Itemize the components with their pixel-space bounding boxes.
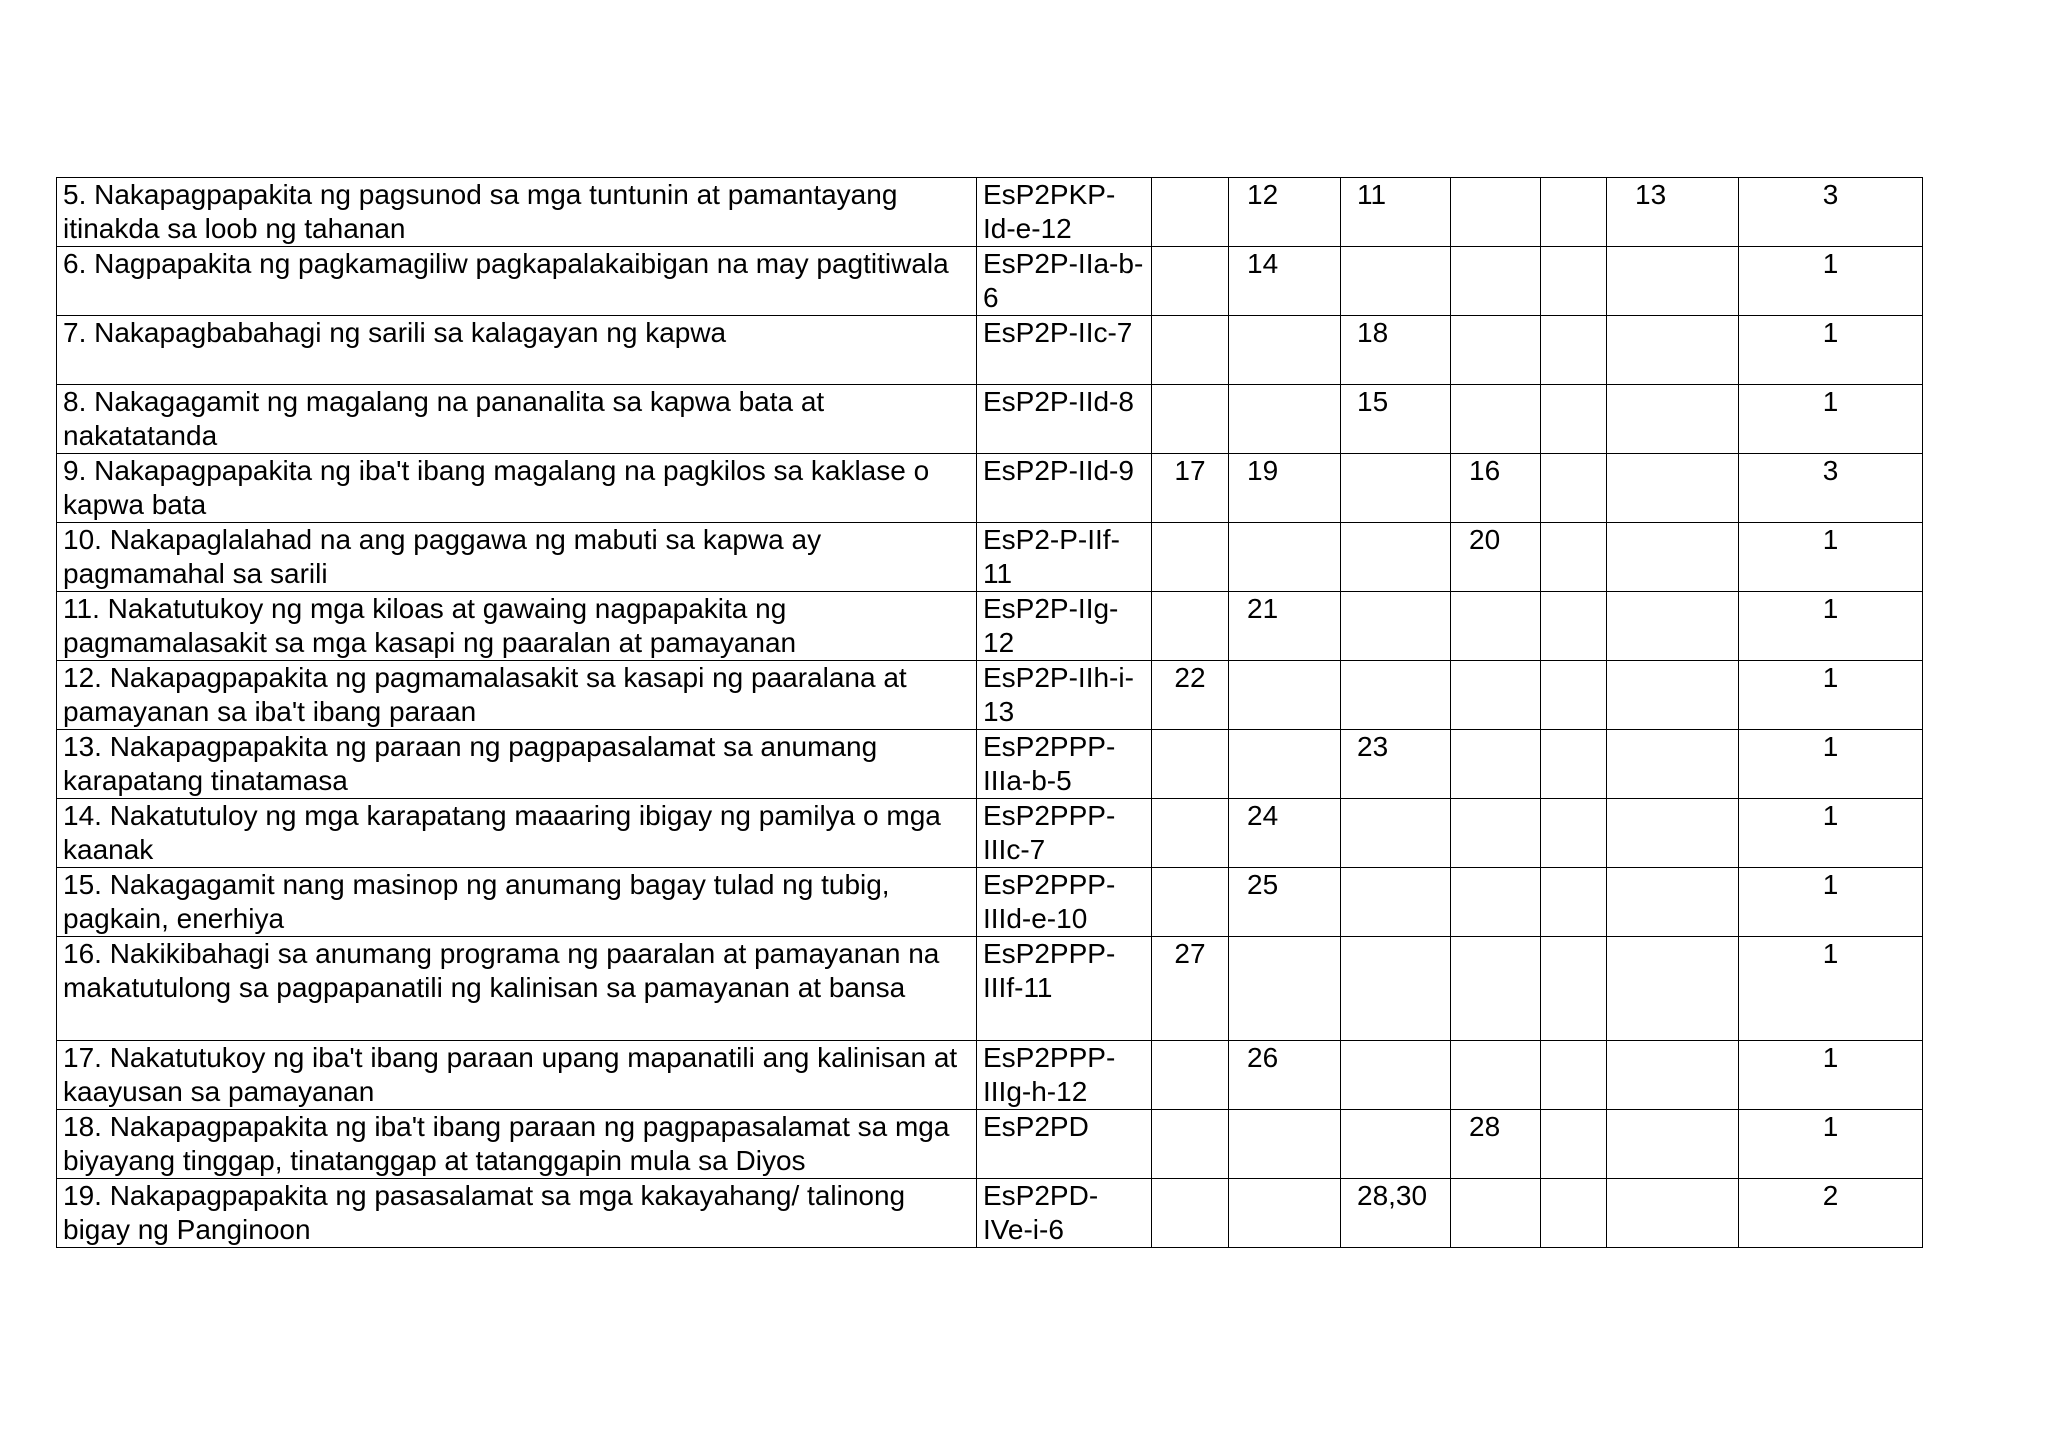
- competency-cell: 16. Nakikibahagi sa anumang programa ng paaralan at pamayanan na makatutulong sa pagpapanatili ng kalinisan sa pamayanan at bansa: [57, 937, 977, 1041]
- code-cell: EsP2PPP-IIIa-b-5: [977, 730, 1152, 799]
- total-cell: 1: [1739, 385, 1923, 454]
- item-cell: [1229, 730, 1341, 799]
- item-cell: [1541, 799, 1607, 868]
- item-cell: [1152, 868, 1229, 937]
- code-cell: EsP2P-IId-9: [977, 454, 1152, 523]
- code-cell: EsP2P-IIh-i-13: [977, 661, 1152, 730]
- item-cell: 23: [1341, 730, 1451, 799]
- code-cell: EsP2P-IIc-7: [977, 316, 1152, 385]
- competency-cell: 13. Nakapagpapakita ng paraan ng pagpapasalamat sa anumang karapatang tinatamasa: [57, 730, 977, 799]
- item-cell: [1607, 247, 1739, 316]
- item-cell: [1607, 1110, 1739, 1179]
- item-cell: [1341, 247, 1451, 316]
- item-cell: [1607, 454, 1739, 523]
- competency-table: [56, 177, 1923, 1248]
- item-cell: [1451, 592, 1541, 661]
- item-cell: 19: [1229, 454, 1341, 523]
- item-cell: [1341, 868, 1451, 937]
- table-row: [57, 247, 1923, 316]
- item-cell: [1451, 247, 1541, 316]
- total-cell: 1: [1739, 661, 1923, 730]
- item-cell: [1451, 730, 1541, 799]
- item-cell: [1541, 523, 1607, 592]
- item-cell: [1152, 799, 1229, 868]
- competency-cell: 8. Nakagagamit ng magalang na pananalita sa kapwa bata at nakatatanda: [57, 385, 977, 454]
- item-cell: [1607, 385, 1739, 454]
- item-cell: [1541, 592, 1607, 661]
- code-cell: EsP2PPP-IIId-e-10: [977, 868, 1152, 937]
- competency-cell: 9. Nakapagpapakita ng iba't ibang magalang na pagkilos sa kaklase o kapwa bata: [57, 454, 977, 523]
- item-cell: [1341, 1110, 1451, 1179]
- item-cell: [1607, 799, 1739, 868]
- competency-cell: 15. Nakagagamit nang masinop ng anumang bagay tulad ng tubig, pagkain, enerhiya: [57, 868, 977, 937]
- total-cell: 3: [1739, 454, 1923, 523]
- total-cell: 1: [1739, 247, 1923, 316]
- item-cell: 25: [1229, 868, 1341, 937]
- competency-cell: 7. Nakapagbabahagi ng sarili sa kalagayan ng kapwa: [57, 316, 977, 385]
- item-cell: [1541, 178, 1607, 247]
- item-cell: [1229, 1110, 1341, 1179]
- item-cell: 14: [1229, 247, 1341, 316]
- item-cell: [1229, 661, 1341, 730]
- total-cell: 1: [1739, 1041, 1923, 1110]
- item-cell: 12: [1229, 178, 1341, 247]
- competency-cell: 18. Nakapagpapakita ng iba't ibang paraan ng pagpapasalamat sa mga biyayang tinggap, tinatanggap at tatanggapin mula sa Diyos: [57, 1110, 977, 1179]
- item-cell: [1341, 799, 1451, 868]
- item-cell: [1451, 178, 1541, 247]
- table-row: [57, 1110, 1923, 1179]
- table-row: [57, 730, 1923, 799]
- item-cell: [1229, 937, 1341, 1041]
- item-cell: [1451, 868, 1541, 937]
- item-cell: [1607, 730, 1739, 799]
- item-cell: [1451, 316, 1541, 385]
- total-cell: 1: [1739, 592, 1923, 661]
- item-cell: 18: [1341, 316, 1451, 385]
- code-cell: EsP2P-IIa-b-6: [977, 247, 1152, 316]
- item-cell: [1341, 1041, 1451, 1110]
- item-cell: 28,30: [1341, 1179, 1451, 1248]
- item-cell: [1607, 592, 1739, 661]
- item-cell: 28: [1451, 1110, 1541, 1179]
- item-cell: [1152, 1179, 1229, 1248]
- item-cell: [1607, 523, 1739, 592]
- code-cell: EsP2PD-IVe-i-6: [977, 1179, 1152, 1248]
- item-cell: [1152, 592, 1229, 661]
- total-cell: 2: [1739, 1179, 1923, 1248]
- item-cell: [1229, 316, 1341, 385]
- table-row: [57, 523, 1923, 592]
- table-row: [57, 868, 1923, 937]
- item-cell: [1607, 868, 1739, 937]
- code-cell: EsP2PPP-IIIf-11: [977, 937, 1152, 1041]
- item-cell: [1152, 730, 1229, 799]
- code-cell: EsP2P-IId-8: [977, 385, 1152, 454]
- table-row: [57, 1041, 1923, 1110]
- item-cell: 16: [1451, 454, 1541, 523]
- item-cell: 22: [1152, 661, 1229, 730]
- item-cell: [1541, 1179, 1607, 1248]
- item-cell: 20: [1451, 523, 1541, 592]
- table-row: [57, 592, 1923, 661]
- item-cell: [1541, 661, 1607, 730]
- item-cell: [1607, 661, 1739, 730]
- item-cell: [1541, 1041, 1607, 1110]
- item-cell: [1152, 523, 1229, 592]
- item-cell: 15: [1341, 385, 1451, 454]
- item-cell: [1152, 247, 1229, 316]
- item-cell: [1229, 1179, 1341, 1248]
- item-cell: [1541, 730, 1607, 799]
- item-cell: 24: [1229, 799, 1341, 868]
- table-row: [57, 799, 1923, 868]
- total-cell: 1: [1739, 523, 1923, 592]
- item-cell: [1152, 385, 1229, 454]
- table-row: [57, 178, 1923, 247]
- item-cell: [1341, 937, 1451, 1041]
- item-cell: [1152, 316, 1229, 385]
- competency-cell: 12. Nakapagpapakita ng pagmamalasakit sa kasapi ng paaralana at pamayanan sa iba't ibang paraan: [57, 661, 977, 730]
- competency-cell: 5. Nakapagpapakita ng pagsunod sa mga tuntunin at pamantayang itinakda sa loob ng tahanan: [57, 178, 977, 247]
- item-cell: [1451, 1041, 1541, 1110]
- item-cell: [1341, 592, 1451, 661]
- code-cell: EsP2PKP-Id-e-12: [977, 178, 1152, 247]
- item-cell: 17: [1152, 454, 1229, 523]
- competency-cell: 14. Nakatutuloy ng mga karapatang maaaring ibigay ng pamilya o mga kaanak: [57, 799, 977, 868]
- item-cell: [1451, 385, 1541, 454]
- item-cell: [1341, 523, 1451, 592]
- item-cell: [1152, 1110, 1229, 1179]
- total-cell: 1: [1739, 316, 1923, 385]
- total-cell: 1: [1739, 1110, 1923, 1179]
- competency-cell: 11. Nakatutukoy ng mga kiloas at gawaing nagpapakita ng pagmamalasakit sa mga kasapi ng paaralan at pamayanan: [57, 592, 977, 661]
- item-cell: [1607, 1179, 1739, 1248]
- item-cell: [1541, 1110, 1607, 1179]
- item-cell: [1451, 1179, 1541, 1248]
- item-cell: [1541, 247, 1607, 316]
- total-cell: 1: [1739, 868, 1923, 937]
- table-row: [57, 385, 1923, 454]
- code-cell: EsP2P-IIg-12: [977, 592, 1152, 661]
- item-cell: [1607, 937, 1739, 1041]
- total-cell: 1: [1739, 730, 1923, 799]
- item-cell: [1451, 937, 1541, 1041]
- total-cell: 3: [1739, 178, 1923, 247]
- table-row: [57, 1179, 1923, 1248]
- item-cell: [1341, 454, 1451, 523]
- item-cell: [1229, 523, 1341, 592]
- competency-cell: 17. Nakatutukoy ng iba't ibang paraan upang mapanatili ang kalinisan at kaayusan sa pamayanan: [57, 1041, 977, 1110]
- table-row: [57, 454, 1923, 523]
- item-cell: 27: [1152, 937, 1229, 1041]
- competency-cell: 10. Nakapaglalahad na ang paggawa ng mabuti sa kapwa ay pagmamahal sa sarili: [57, 523, 977, 592]
- table-row: [57, 937, 1923, 1041]
- item-cell: 21: [1229, 592, 1341, 661]
- item-cell: 13: [1607, 178, 1739, 247]
- code-cell: EsP2PPP-IIIc-7: [977, 799, 1152, 868]
- item-cell: [1607, 316, 1739, 385]
- item-cell: 11: [1341, 178, 1451, 247]
- item-cell: [1229, 385, 1341, 454]
- item-cell: [1541, 868, 1607, 937]
- item-cell: [1607, 1041, 1739, 1110]
- item-cell: [1541, 937, 1607, 1041]
- item-cell: 26: [1229, 1041, 1341, 1110]
- item-cell: [1152, 1041, 1229, 1110]
- code-cell: EsP2-P-IIf-11: [977, 523, 1152, 592]
- item-cell: [1451, 799, 1541, 868]
- item-cell: [1541, 316, 1607, 385]
- item-cell: [1152, 178, 1229, 247]
- total-cell: 1: [1739, 937, 1923, 1041]
- code-cell: EsP2PD: [977, 1110, 1152, 1179]
- item-cell: [1341, 661, 1451, 730]
- code-cell: EsP2PPP-IIIg-h-12: [977, 1041, 1152, 1110]
- item-cell: [1541, 454, 1607, 523]
- table-row: [57, 661, 1923, 730]
- competency-cell: 19. Nakapagpapakita ng pasasalamat sa mga kakayahang/ talinong bigay ng Panginoon: [57, 1179, 977, 1248]
- item-cell: [1451, 661, 1541, 730]
- table-row: [57, 316, 1923, 385]
- total-cell: 1: [1739, 799, 1923, 868]
- competency-cell: 6. Nagpapakita ng pagkamagiliw pagkapalakaibigan na may pagtitiwala: [57, 247, 977, 316]
- item-cell: [1541, 385, 1607, 454]
